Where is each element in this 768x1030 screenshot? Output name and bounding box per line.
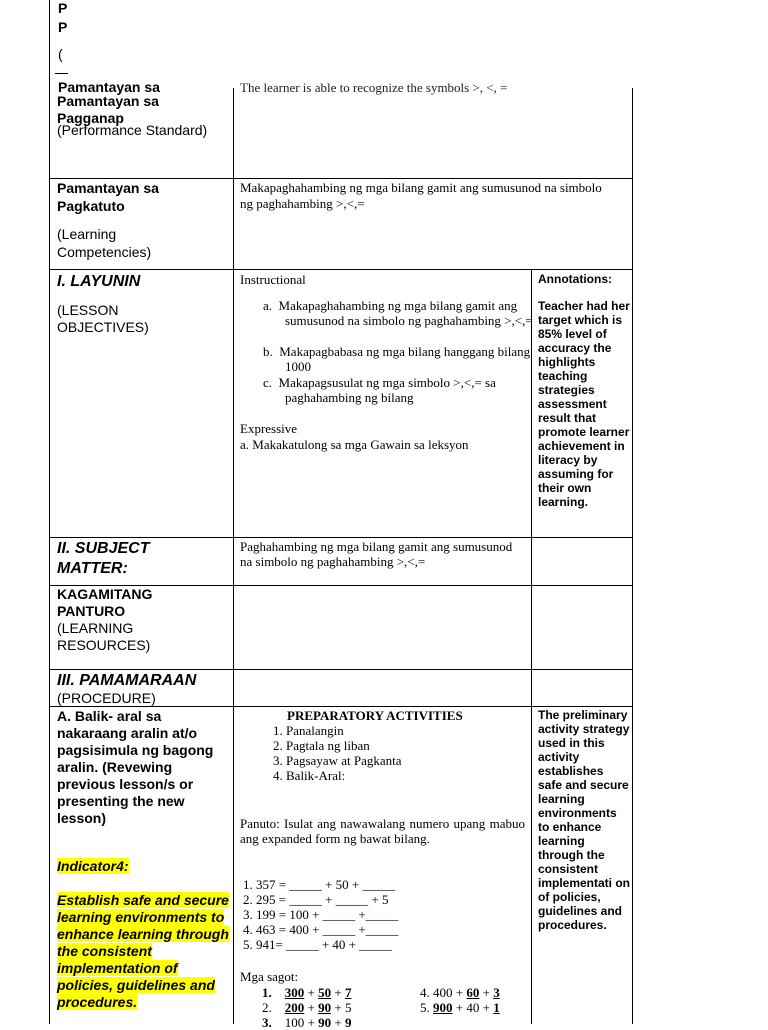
answer-c: 5: [344, 1000, 352, 1015]
answer-b: 90: [318, 1015, 332, 1030]
top-stub-line: [55, 73, 68, 74]
answer-a: 200: [284, 1000, 305, 1015]
objective-item-a: a. Makapaghahambing ng mga bilang gamit ang sumusunod na simbolo ng paghahambing >,<,=: [263, 298, 533, 328]
answer-num: 5.: [420, 1000, 430, 1015]
subject-label: II. SUBJECT MATTER:: [57, 540, 150, 577]
learning-sublabel: (Learning Competencies): [57, 226, 152, 260]
performance-label-text: Pamantayan sa Pagganap: [57, 93, 159, 126]
row-line-2: [49, 269, 633, 270]
answer-c: 7: [344, 985, 352, 1000]
answer-c: 9: [344, 1015, 352, 1030]
objectives-sublabel: (LESSON OBJECTIVES): [57, 302, 149, 335]
objective-item-c: c. Makapagsusulat ng mga simbolo >,<,= sa paghahambing ng bilang: [263, 375, 496, 405]
indicator-text: [57, 892, 229, 1011]
performance-label-fragment: Pamantayan sa: [58, 79, 160, 95]
annotations-title: Annotations:: [538, 272, 612, 286]
top-fragment-3: (: [58, 46, 63, 62]
answer-b: 60: [466, 985, 480, 1000]
top-left-border: [49, 0, 50, 90]
answer-num: 1.: [262, 985, 272, 1000]
answer-1: 1. 300 + 50 + 7: [262, 985, 352, 1000]
answer-3: 3. 100 + 90 + 9: [262, 1015, 352, 1030]
indicator-text-highlight: Establish safe and secure learning environments to enhance learning through the consistent implementation of policies, guidelines and procedures.: [57, 892, 229, 1010]
objectives-expressive-item: a. Makakatulong sa mga Gawain sa leksyon: [240, 437, 469, 452]
performance-sublabel: (Performance Standard): [57, 122, 208, 138]
performance-content-fragment: The learner is able to recognize the symbols >, <, =: [240, 80, 508, 95]
prep-item: 1. Panalangin: [286, 723, 525, 738]
resources-label: KAGAMITANG PANTURO: [57, 586, 153, 619]
subject-content: Paghahambing ng mga bilang gamit ang sumusunod na simbolo ng paghahambing >,<,=: [240, 539, 513, 569]
exercise-3: 3. 199 = 100 + _____ +_____: [243, 907, 399, 922]
top-fragment-1: P: [58, 0, 68, 16]
objectives-label: I. LAYUNIN: [57, 273, 141, 290]
table-left-border: [49, 88, 50, 1024]
answer-2: 2. 200 + 90 + 5: [262, 1000, 352, 1015]
learning-label: Pamantayan sa Pagkatuto: [57, 180, 159, 214]
exercise-4: 4. 463 = 400 + _____ +_____: [243, 922, 399, 937]
review-annotation: The preliminary activity strategy used in this activity establishes safe and secure learning environments to enhance learning through the consistent implementati on of policies, guidelines and procedures.: [538, 708, 631, 932]
answer-4: 4. 400 + 60 + 3: [420, 985, 500, 1000]
answers-title: Mga sagot:: [240, 969, 299, 984]
answer-b: 90: [318, 1000, 332, 1015]
row-line-3: [49, 537, 633, 538]
top-fragment-2: P: [58, 19, 68, 35]
exercise-2: 2. 295 = _____ + _____ + 5: [243, 892, 389, 907]
procedure-sublabel: (PROCEDURE): [57, 690, 156, 706]
answer-c: 1: [493, 1000, 500, 1015]
prep-item: 2. Pagtala ng liban: [286, 738, 525, 753]
objectives-annotation: Teacher had her target which is 85% level of accuracy the highlights teaching strategies assessment result that promote learner achievement in literacy by assuming for their own learning.: [538, 299, 630, 509]
row-line-5: [49, 669, 633, 670]
exercise-5: 5. 941= _____ + 40 + _____: [243, 937, 392, 952]
answer-c: 3: [493, 985, 500, 1000]
answer-b: 50: [318, 985, 332, 1000]
table-col-divider: [233, 88, 234, 1024]
indicator-label-text: Indicator4:: [57, 858, 129, 874]
prep-list: [240, 723, 525, 783]
answer-num: 2.: [262, 1000, 272, 1015]
review-label: A. Balik- aral sa nakaraang aralin at/o pagsisimula ng bagong aralin. (Revewing previous lesson/s or presenting the new lesson): [57, 708, 214, 826]
prep-item: 3. Pagsayaw at Pagkanta: [286, 753, 525, 768]
answer-a: 900: [433, 1000, 453, 1015]
prep-title: PREPARATORY ACTIVITIES: [287, 708, 463, 723]
objective-item-b: b. Makapagbabasa ng mga bilang hanggang bilang 1000: [263, 344, 531, 374]
answer-5: 5. 900 + 40 + 1: [420, 1000, 500, 1015]
procedure-label: III. PAMAMARAAN: [57, 672, 197, 689]
prep-item: 4. Balik-Aral:: [286, 768, 525, 783]
objectives-expressive: Expressive: [240, 421, 298, 436]
objectives-instructional: Instructional: [240, 272, 306, 287]
panuto-text: Panuto: Isulat ang nawawalang numero upang mabuo ang expanded form ng bawat bilang.: [240, 816, 525, 846]
indicator-label: [57, 858, 229, 875]
learning-content: Makapaghahambing ng mga bilang gamit ang sumusunod na simbolo ng paghahambing >,<,=: [240, 180, 602, 211]
exercise-1: 1. 357 = _____ + 50 + _____: [243, 877, 395, 892]
answer-b: 40: [466, 1000, 480, 1015]
answer-a: 400: [433, 985, 453, 1000]
answer-a: 100: [284, 1015, 305, 1030]
table-right-border: [632, 88, 633, 1024]
performance-label: [57, 93, 227, 126]
answer-a: 300: [284, 985, 305, 1000]
resources-sublabel: (LEARNING RESOURCES): [57, 620, 151, 653]
answer-num: 3.: [262, 1015, 272, 1030]
answer-num: 4.: [420, 985, 430, 1000]
